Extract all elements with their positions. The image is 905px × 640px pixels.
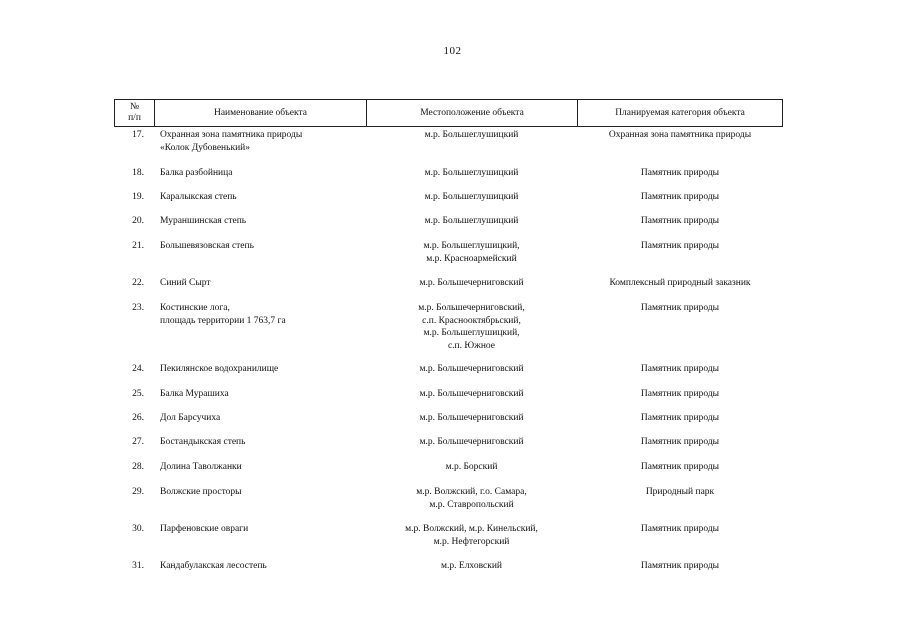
- row-category: [577, 302, 783, 352]
- row-location-line: м.р. Большечерниговский: [419, 389, 524, 399]
- row-category: [577, 191, 783, 204]
- row-number-line: 26.: [132, 413, 144, 423]
- row-name-line: Дол Барсучиха: [160, 413, 221, 423]
- row-category: [577, 523, 783, 548]
- row-number: [114, 277, 154, 290]
- row-number: [114, 436, 154, 449]
- row-location-line: м.р. Большеглушицкий: [424, 168, 519, 178]
- table-row: [114, 240, 783, 265]
- row-number-line: 29.: [132, 487, 144, 497]
- row-number-line: 19.: [132, 192, 144, 202]
- header-number-symbol: №: [129, 102, 140, 113]
- row-location: [366, 302, 577, 352]
- row-location-line: м.р. Ставропольский: [429, 499, 514, 510]
- row-location: [366, 560, 577, 573]
- row-category-line: Природный парк: [645, 487, 715, 497]
- row-location-line: м.р. Нефтегорский: [433, 536, 510, 547]
- row-location: [366, 167, 577, 180]
- row-number: [114, 240, 154, 265]
- row-name: [154, 523, 366, 548]
- row-name-line: Синий Сырт: [160, 278, 211, 288]
- row-name: [154, 167, 366, 180]
- row-number-line: 20.: [132, 216, 144, 226]
- row-category: [577, 560, 783, 573]
- row-number-line: 24.: [132, 364, 144, 374]
- row-name: [154, 129, 366, 154]
- table-row: [114, 277, 783, 290]
- row-category-line: Памятник природы: [640, 437, 720, 447]
- row-location: [366, 486, 577, 511]
- row-location-line: м.р. Большеглушицкий,: [423, 328, 520, 338]
- row-name-line: «Колок Дубовенький»: [160, 142, 251, 153]
- row-category-line: Памятник природы: [640, 241, 720, 251]
- row-category-line: Памятник природы: [640, 192, 720, 202]
- table-row: [114, 129, 783, 154]
- row-category-line: Памятник природы: [640, 524, 720, 534]
- row-category: [577, 388, 783, 401]
- page-number: 102: [443, 45, 462, 57]
- table-row: [114, 167, 783, 180]
- row-number-line: 23.: [132, 303, 144, 313]
- row-location-line: м.р. Большечерниговский: [419, 278, 524, 288]
- row-name-line: Охранная зона памятника природы: [160, 130, 303, 140]
- row-number: [114, 363, 154, 376]
- row-name: [154, 486, 366, 511]
- row-category-line: Памятник природы: [640, 168, 720, 178]
- table-row: [114, 215, 783, 228]
- row-name: [154, 560, 366, 573]
- table-row: [114, 191, 783, 204]
- row-location-line: м.р. Борский: [445, 462, 498, 472]
- row-name-line: Балка разбойница: [160, 168, 233, 178]
- table-row: [114, 461, 783, 474]
- row-number: [114, 461, 154, 474]
- row-number: [114, 412, 154, 425]
- row-number: [114, 523, 154, 548]
- row-name-line: Пекилянское водохранилище: [160, 364, 279, 374]
- row-category: [577, 436, 783, 449]
- row-number: [114, 129, 154, 154]
- row-name-line: Мураншинская степь: [160, 216, 247, 226]
- row-name-line: площадь территории 1 763,7 га: [160, 315, 286, 326]
- row-category-line: Памятник природы: [640, 303, 720, 313]
- row-category: [577, 167, 783, 180]
- row-location-line: м.р. Большечерниговский,: [418, 303, 525, 313]
- row-number: [114, 302, 154, 352]
- row-location-line: м.р. Волжский, м.р. Кинельский,: [405, 524, 538, 534]
- row-category: [577, 240, 783, 265]
- row-location: [366, 129, 577, 154]
- row-number: [114, 191, 154, 204]
- row-category-line: Памятник природы: [640, 389, 720, 399]
- row-category-line: Памятник природы: [640, 413, 720, 423]
- row-category-line: Памятник природы: [640, 561, 720, 571]
- row-number-line: 28.: [132, 462, 144, 472]
- row-name: [154, 277, 366, 290]
- row-location-line: м.р. Большечерниговский: [419, 437, 524, 447]
- row-number-line: 22.: [132, 278, 144, 288]
- row-name: [154, 302, 366, 352]
- row-category: [577, 277, 783, 290]
- row-category: [577, 215, 783, 228]
- row-name: [154, 191, 366, 204]
- row-number-line: 21.: [132, 241, 144, 251]
- row-name: [154, 412, 366, 425]
- row-location: [366, 240, 577, 265]
- table-row: [114, 388, 783, 401]
- row-location: [366, 363, 577, 376]
- row-location: [366, 436, 577, 449]
- row-location-line: с.п. Краснооктябрьский,: [422, 315, 521, 326]
- row-name-line: Каралыкская степь: [160, 192, 237, 202]
- row-category: [577, 461, 783, 474]
- row-number-line: 30.: [132, 524, 144, 534]
- row-category: [577, 129, 783, 154]
- row-location: [366, 412, 577, 425]
- row-number-line: 17.: [132, 130, 144, 140]
- row-category-line: Комплексный природный заказник: [609, 278, 751, 288]
- row-location-line: м.р. Большеглушицкий: [424, 192, 519, 202]
- row-category: [577, 363, 783, 376]
- row-category-line: Памятник природы: [640, 462, 720, 472]
- row-category-line: Охранная зона памятника природы: [608, 130, 752, 140]
- row-name: [154, 461, 366, 474]
- row-name-line: Бостандыкская степь: [160, 437, 246, 447]
- header-number-column: [115, 100, 155, 126]
- row-location: [366, 277, 577, 290]
- row-location-line: м.р. Большечерниговский: [419, 364, 524, 374]
- table-row: [114, 363, 783, 376]
- row-category-line: Памятник природы: [640, 364, 720, 374]
- row-name-line: Волжские просторы: [160, 487, 242, 497]
- row-category-line: Памятник природы: [640, 216, 720, 226]
- table-row: [114, 436, 783, 449]
- table-row: [114, 523, 783, 548]
- row-number: [114, 215, 154, 228]
- row-location: [366, 461, 577, 474]
- row-number: [114, 560, 154, 573]
- header-category-column: Планируемая категория объекта: [615, 107, 745, 118]
- row-location: [366, 523, 577, 548]
- row-name-line: Костинские лога,: [160, 303, 230, 313]
- row-name-line: Парфеновские овраги: [160, 524, 249, 534]
- row-name: [154, 363, 366, 376]
- row-location: [366, 215, 577, 228]
- row-name-line: Долина Таволжанки: [160, 462, 242, 472]
- row-category: [577, 412, 783, 425]
- row-location: [366, 191, 577, 204]
- row-number: [114, 388, 154, 401]
- table-row: [114, 302, 783, 352]
- row-name-line: Балка Мурашиха: [160, 389, 229, 399]
- row-location-line: м.р. Волжский, г.о. Самара,: [416, 487, 527, 497]
- row-location-line: м.р. Елховский: [441, 561, 502, 571]
- row-location-line: м.р. Большеглушицкий: [424, 130, 519, 140]
- row-name: [154, 240, 366, 265]
- row-name: [154, 436, 366, 449]
- row-location: [366, 388, 577, 401]
- row-number: [114, 167, 154, 180]
- row-location-line: м.р. Большеглушицкий,: [423, 241, 520, 251]
- table-header: [114, 99, 783, 127]
- row-name-line: Большевязовская степь: [160, 241, 254, 251]
- header-number-abbr: п/п: [128, 113, 141, 123]
- row-location-line: м.р. Большеглушицкий: [424, 216, 519, 226]
- table-row: [114, 486, 783, 511]
- row-name: [154, 388, 366, 401]
- row-name-line: Кандабулакская лесостепь: [160, 561, 267, 571]
- row-category: [577, 486, 783, 511]
- header-location-column: Местоположение объекта: [367, 100, 578, 126]
- header-name-column: Наименование объекта: [155, 100, 367, 126]
- row-number: [114, 486, 154, 511]
- row-location-line: м.р. Красноармейский: [426, 253, 517, 264]
- row-number-line: 31.: [132, 561, 144, 571]
- row-number-line: 27.: [132, 437, 144, 447]
- row-number-line: 25.: [132, 389, 144, 399]
- row-location-line: м.р. Большечерниговский: [419, 413, 524, 423]
- row-number-line: 18.: [132, 168, 144, 178]
- table-row: [114, 560, 783, 573]
- row-name: [154, 215, 366, 228]
- table-row: [114, 412, 783, 425]
- row-location-line: с.п. Южное: [447, 340, 496, 351]
